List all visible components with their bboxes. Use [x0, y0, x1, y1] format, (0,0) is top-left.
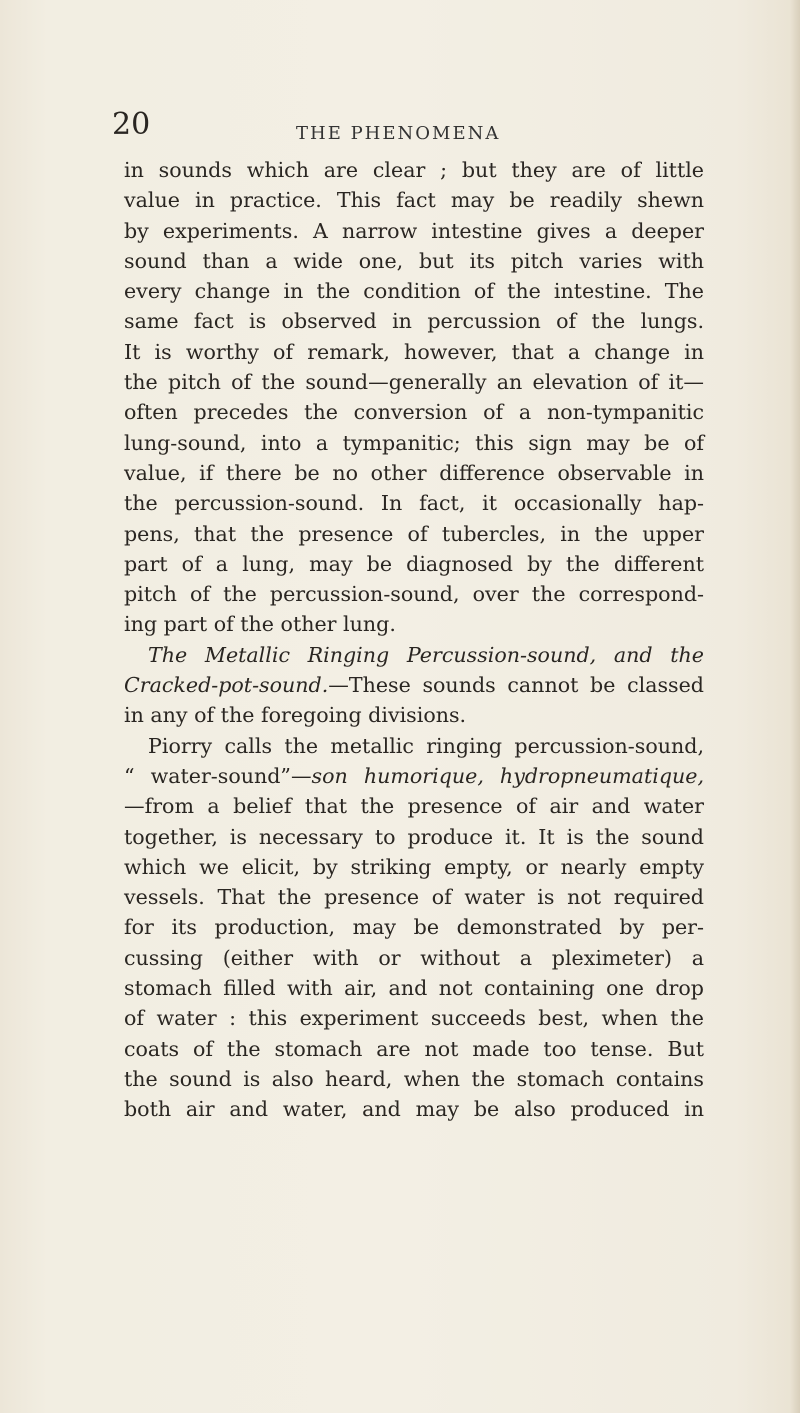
text-line: —from a belief that the presence of air and water	[124, 794, 704, 819]
text-line: in sounds which are clear ; but they are of little	[124, 158, 704, 182]
text-line: often precedes the conversion of a non-tympanitic	[124, 400, 704, 425]
text-line: pitch of the percussion-sound, over the correspond-	[124, 582, 704, 607]
text-line: cussing (either with or without a pleximeter) a	[124, 945, 704, 970]
text-line: of water : this experiment succeeds best, when the	[124, 1006, 704, 1031]
text-line: the pitch of the sound—generally an elevation of it—	[124, 370, 704, 395]
running-head: THE PHENOMENA	[296, 123, 501, 144]
text-line: which we elicit, by striking empty, or nearly empty	[124, 854, 704, 879]
text-line: the sound is also heard, when the stomach contains	[124, 1066, 704, 1091]
text-line: by experiments. A narrow intestine gives a deeper	[124, 218, 704, 243]
text-line: coats of the stomach are not made too tense. But	[124, 1036, 704, 1061]
text-line: sound than a wide one, but its pitch varies with	[124, 248, 704, 273]
page-edge-shadow	[790, 0, 800, 1413]
text-line: together, is necessary to produce it. It is the sound	[124, 824, 704, 849]
text-line: in any of the foregoing divisions.	[124, 703, 467, 728]
text-line: It is worthy of remark, however, that a change in	[124, 339, 704, 364]
text-line: same fact is observed in percussion of the lungs.	[124, 309, 704, 334]
text-line: every change in the condition of the intestine. The	[124, 279, 704, 304]
text-line: part of a lung, may be diagnosed by the different	[124, 551, 704, 576]
text-line: value in practice. This fact may be readily shewn	[124, 188, 704, 213]
text-line: Piorry calls the metallic ringing percussion-sound,	[148, 733, 704, 758]
page-number: 20	[112, 107, 151, 142]
text-line: the percussion-sound. In fact, it occasionally hap-	[124, 491, 704, 516]
text-line: “ water-sound”—son humorique, hydropneumatique,	[124, 763, 704, 788]
section-heading-line: Cracked-pot-sound.—These sounds cannot be classed	[124, 673, 704, 698]
section-heading-line: The Metallic Ringing Percussion-sound, and the	[148, 642, 704, 667]
text-line: ing part of the other lung.	[124, 612, 396, 637]
text-line: value, if there be no other difference observable in	[124, 460, 704, 485]
text-line: for its production, may be demonstrated by per-	[124, 915, 704, 940]
body-text	[124, 155, 704, 1125]
text-line: vessels. That the presence of water is not required	[124, 885, 704, 910]
text-line: pens, that the presence of tubercles, in the upper	[124, 521, 704, 546]
text-line: lung-sound, into a tympanitic; this sign may be of	[124, 430, 704, 455]
text-line: both air and water, and may be also produced in	[124, 1097, 704, 1122]
text-line: stomach filled with air, and not containing one drop	[124, 976, 704, 1001]
